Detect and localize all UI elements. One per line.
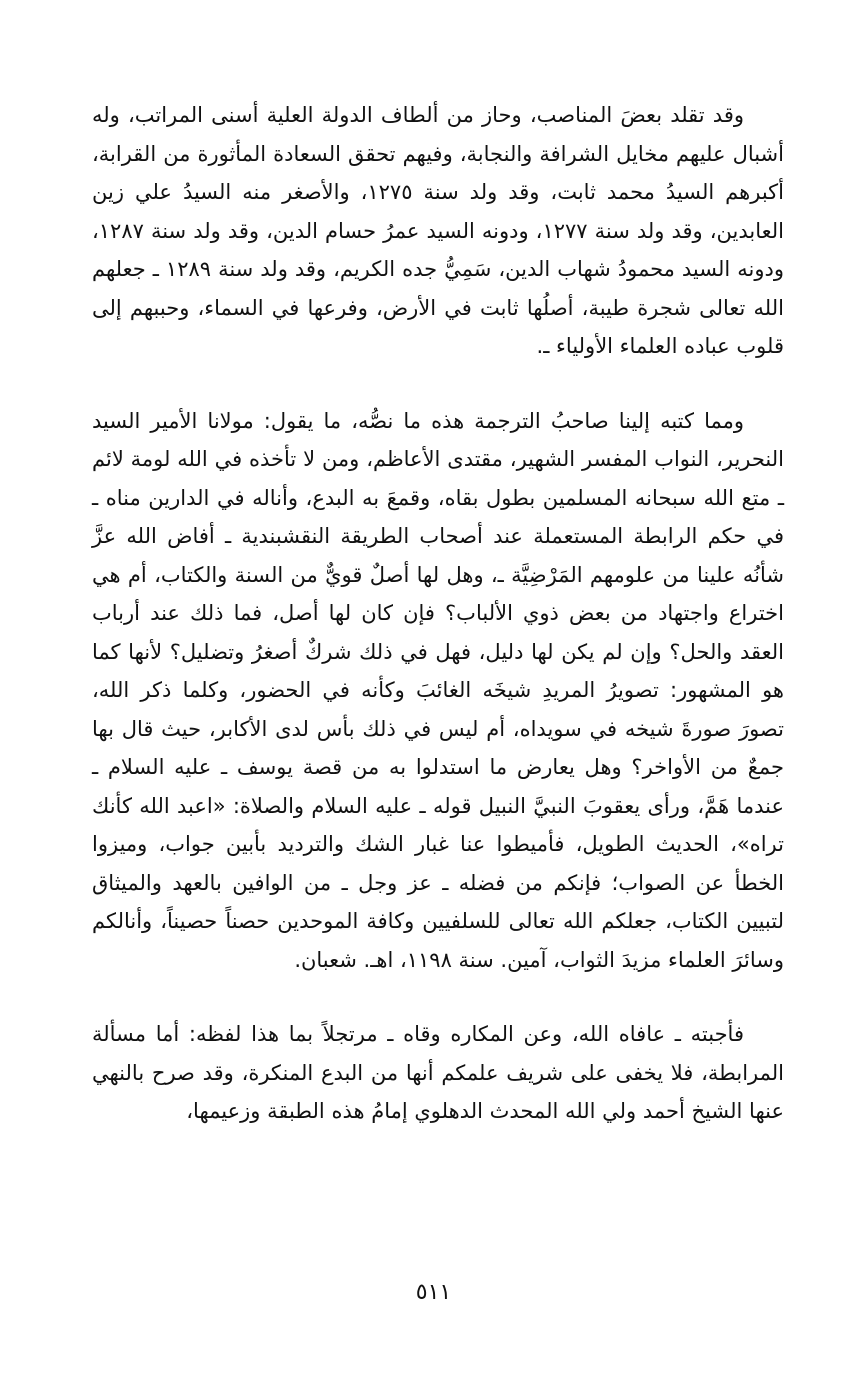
paragraph-answer: فأجبته ـ عافاه الله، وعن المكاره وقاه ـ مرتجلاً بما هذا لفظه: أما مسألة المرابطة، فلا يخفى على شريف علمكم أنها من البدع المنكرة، وقد صرح بالنهي عنها الشيخ أحمد ولي الله المحدث الدهلوي إمامُ هذه الطبقة وزعيمها،: [92, 1022, 784, 1123]
page-body: [92, 96, 784, 1131]
paragraph-biography: وقد تقلد بعضَ المناصب، وحاز من ألطاف الدولة العلية أسنى المراتب، وله أشبال عليهم مخايل الشرافة والنجابة، وفيهم تحقق السعادة المأثورة من القرابة، أكبرهم السيدُ محمد ثابت، وقد ولد سنة ١٢٧٥، والأصغر منه السيدُ علي زين العابدين، وقد ولد سنة ١٢٧٧، ودونه السيد عمرُ حسام الدين، وقد ولد سنة ١٢٨٧، ودونه السيد محمودُ شهاب الدين، سَمِيُّ جده الكريم، وقد ولد سنة ١٢٨٩ ـ جعلهم الله تعالى شجرة طيبة، أصلُها ثابت في الأرض، وفرعها في السماء، وحببهم إلى قلوب عباده العلماء الأولياء ـ.: [92, 103, 784, 358]
page-number: ٥١١: [415, 1280, 452, 1305]
paragraph-question: ومما كتبه إلينا صاحبُ الترجمة هذه ما نصُّه، ما يقول: مولانا الأمير السيد النحرير، النواب المفسر الشهير، مقتدى الأعاظم، ومن لا تأخذه في الله لومة لائم ـ متع الله سبحانه المسلمين بطول بقاه، وقمعَ به البدع، وأناله في الدارين مناه ـ في حكم الرابطة المستعملة عند أصحاب الطريقة النقشبندية ـ أفاض الله عزَّ شأنُه علينا من علومهم المَرْضِيَّة ـ، وهل لها أصلٌ قويٌّ من السنة والكتاب، أم هي اختراع واجتهاد من بعض ذوي الألباب؟ فإن كان لها أصل، فما ذلك عند أرباب العقد والحل؟ وإن لم يكن لها دليل، فهل في ذلك شركٌ أصغرُ وتضليل؟ لأنها كما هو المشهور: تصويرُ المريدِ شيخَه الغائبَ وكأنه في الحضور، وكلما ذكر الله، تصورَ صورةَ شيخه في سويداه، أم ليس في ذلك بأس لدى الأكابر، حيث قال بها جمعٌ من الأواخر؟ وهل يعارض ما استدلوا به من قصة يوسف ـ عليه السلام ـ عندما هَمَّ، ورأى يعقوبَ النبيَّ النبيل قوله ـ عليه السلام والصلاة: «اعبد الله كأنك تراه»، الحديث الطويل، فأميطوا عنا غبار الشك والترديد بأبين جواب، وميزوا الخطأ عن الصواب؛ فإنكم من فضله ـ عز وجل ـ من الوافين بالعهد والميثاق لتبيين الكتاب، جعلكم الله تعالى للسلفيين وكافة الموحدين حصناً حصيناً، وأنالكم وسائرَ العلماء مزيدَ الثواب، آمين. سنة ١١٩٨، اهـ. شعبان.: [92, 408, 784, 972]
